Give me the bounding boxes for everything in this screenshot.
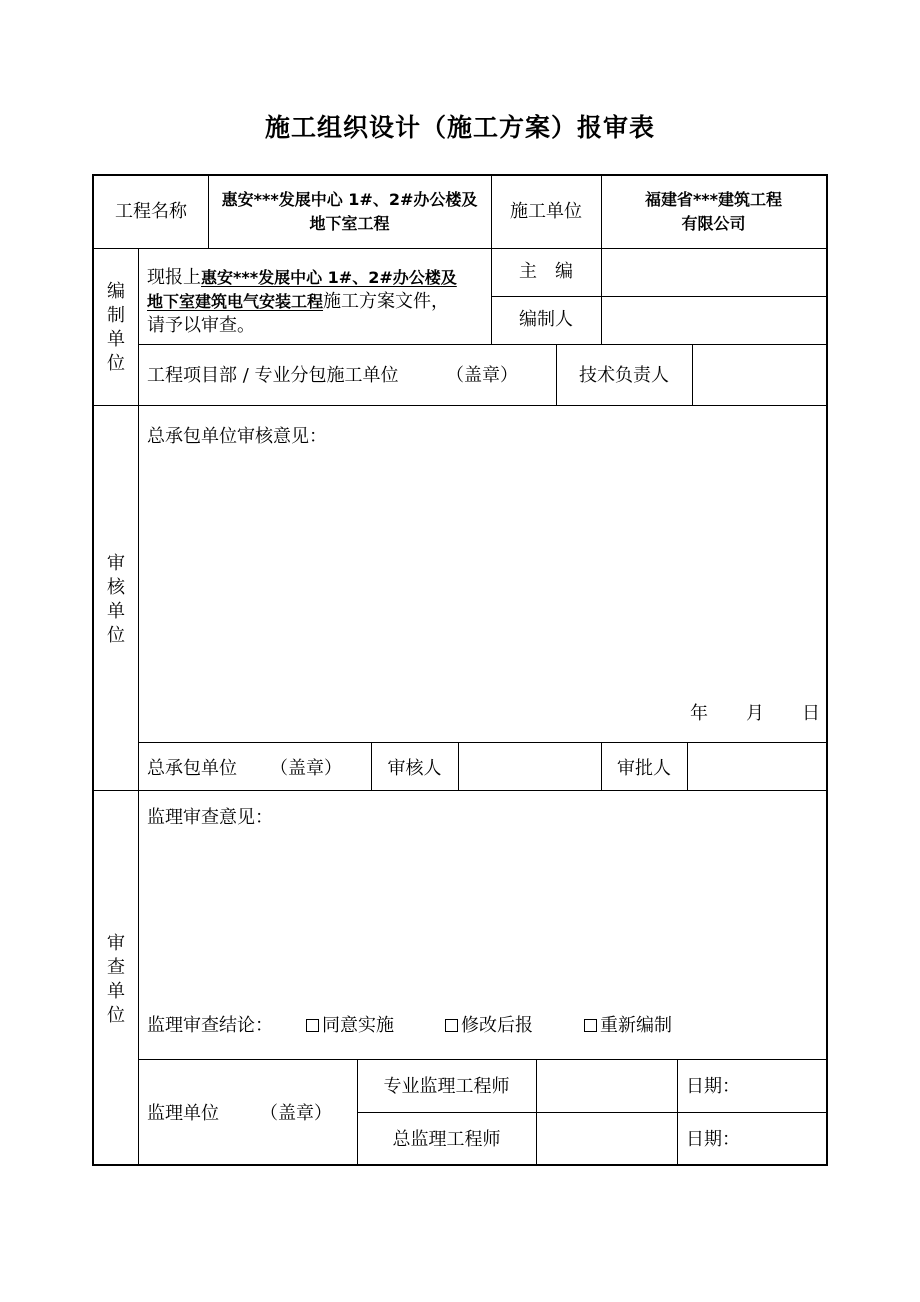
row-divider xyxy=(491,296,826,297)
chief-engineer-label: 总监理工程师 xyxy=(392,1129,501,1150)
date-year: 年 xyxy=(690,703,708,724)
preparer-label: 编制人 xyxy=(519,309,573,330)
checkbox-icon[interactable] xyxy=(584,1019,597,1032)
project-name-label: 工程名称 xyxy=(115,201,187,222)
seal-label: （盖章） xyxy=(260,1103,332,1124)
review-unit-side-label: 审 核 单 位 xyxy=(107,553,125,646)
approver-label: 审批人 xyxy=(617,758,671,779)
supervision-conclusion-label: 监理审查结论： xyxy=(147,1015,273,1036)
construction-unit-value: 福建省***建筑工程 有限公司 xyxy=(644,190,783,233)
approval-form-table xyxy=(92,174,828,1166)
supervision-unit-side-label: 审 查 单 位 xyxy=(107,933,125,1026)
submission-text: 现报上惠安***发展中心 1#、2#办公楼及 地下室建筑电气安装工程施工方案文件， 请予以审查。 xyxy=(147,267,457,336)
reviewer-label: 审核人 xyxy=(387,758,442,779)
date-day: 日 xyxy=(802,703,820,724)
general-contractor-label: 总承包单位 xyxy=(147,758,237,779)
chief-editor-label: 主 编 xyxy=(519,261,573,282)
row-divider xyxy=(94,790,826,791)
project-dept-label: 工程项目部 / 专业分包施工单位 xyxy=(147,365,399,386)
date-month: 月 xyxy=(746,703,764,724)
supervision-opinion-label: 监理审查意见： xyxy=(147,807,273,828)
specialty-engineer-label: 专业监理工程师 xyxy=(383,1076,510,1097)
col-divider xyxy=(138,248,139,1166)
project-name-value: 惠安***发展中心 1#、2#办公楼及 地下室工程 xyxy=(221,190,478,233)
tech-lead-label: 技术负责人 xyxy=(579,365,669,386)
col-divider xyxy=(677,1059,678,1166)
row-divider xyxy=(357,1112,826,1113)
col-divider xyxy=(458,742,459,790)
option-revise[interactable]: 修改后报 xyxy=(445,1014,533,1038)
compile-unit-side-label: 编 制 单 位 xyxy=(107,281,125,374)
col-divider xyxy=(692,344,693,405)
seal-label: （盖章） xyxy=(446,365,518,386)
row-divider xyxy=(94,248,826,249)
col-divider xyxy=(536,1059,537,1166)
date-label: 日期： xyxy=(686,1076,740,1097)
row-divider xyxy=(138,344,826,345)
date-label: 日期： xyxy=(686,1129,740,1150)
seal-label: （盖章） xyxy=(270,758,342,779)
construction-unit-label: 施工单位 xyxy=(510,201,582,222)
checkbox-icon[interactable] xyxy=(306,1019,319,1032)
row-divider xyxy=(138,1059,826,1060)
contractor-opinion-label: 总承包单位审核意见： xyxy=(147,426,327,447)
col-divider xyxy=(687,742,688,790)
row-divider xyxy=(94,405,826,406)
option-approve[interactable]: 同意实施 xyxy=(306,1014,394,1038)
form-title: 施工组织设计（施工方案）报审表 xyxy=(264,113,655,142)
option-recompile[interactable]: 重新编制 xyxy=(584,1014,672,1038)
row-divider xyxy=(138,742,826,743)
checkbox-icon[interactable] xyxy=(445,1019,458,1032)
supervision-unit-label: 监理单位 xyxy=(147,1103,219,1124)
